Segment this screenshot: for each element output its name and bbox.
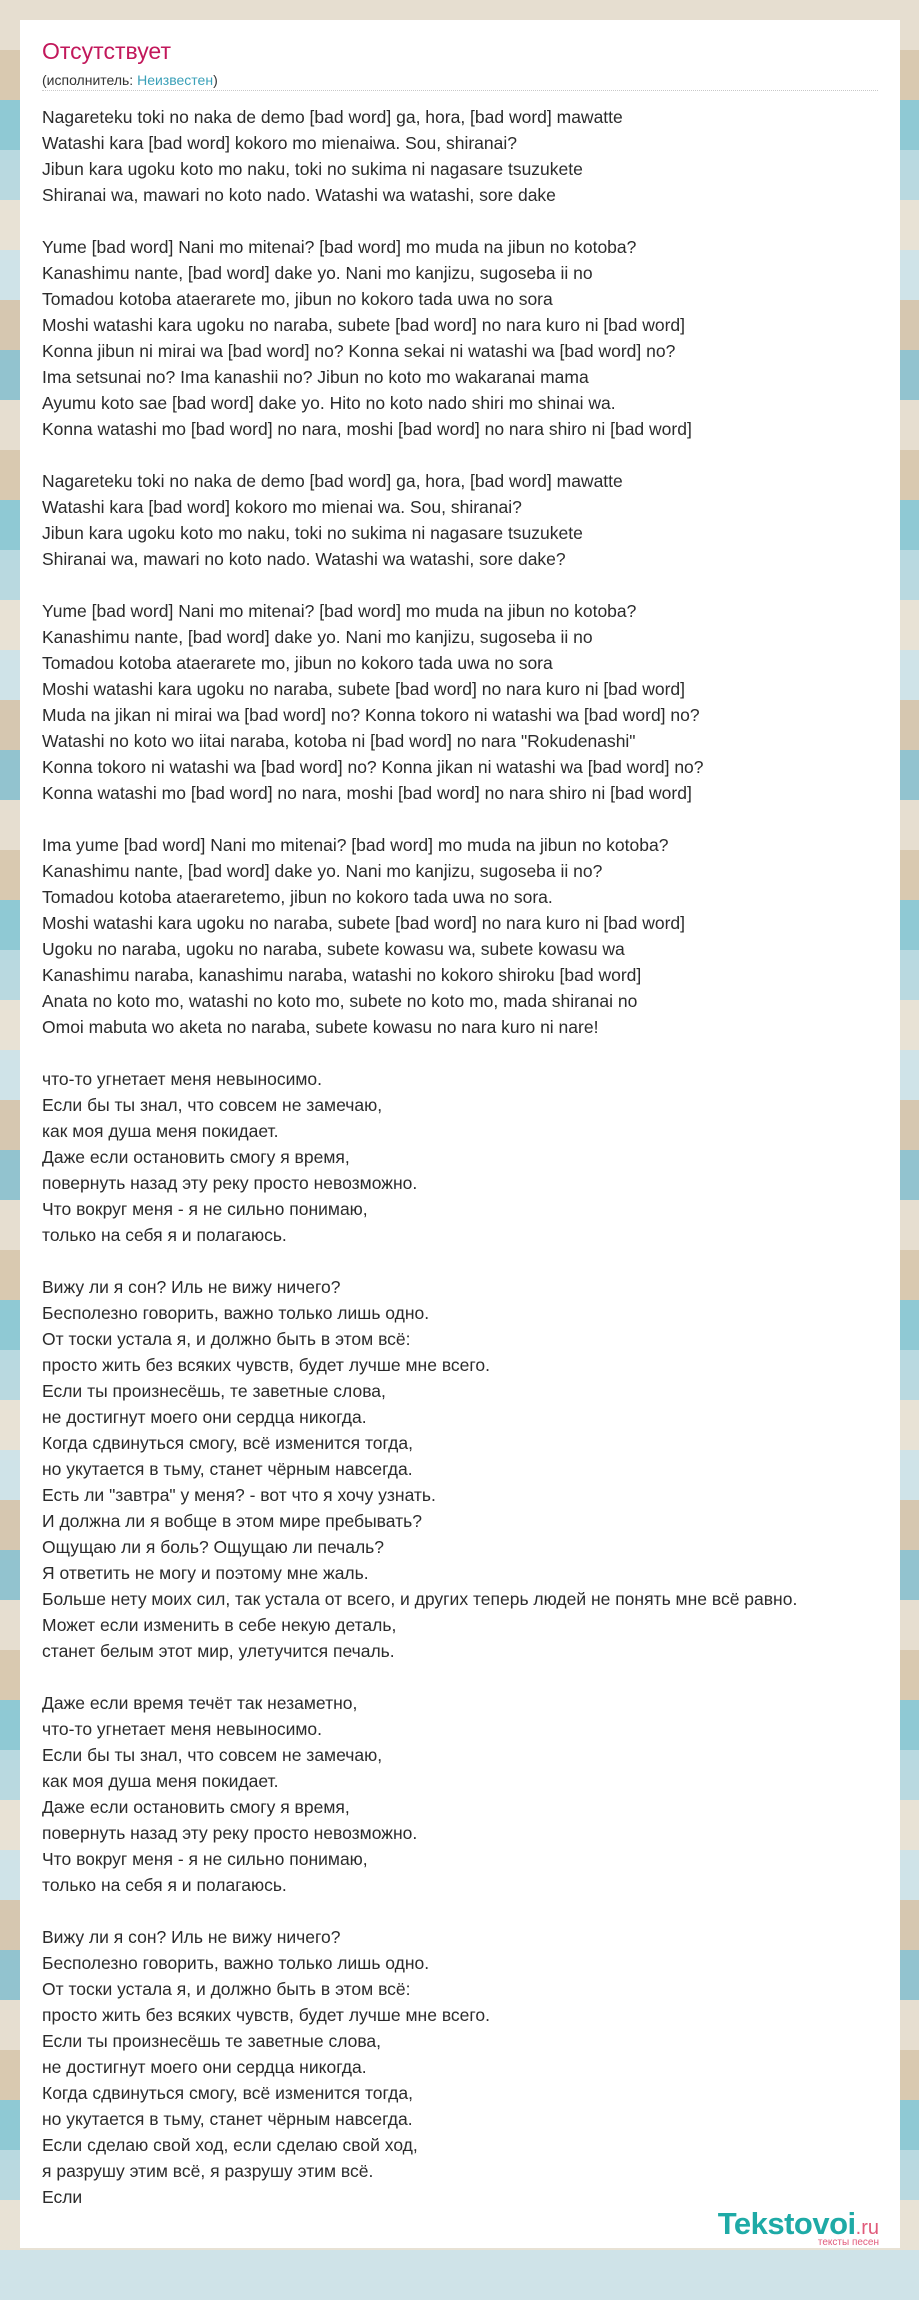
lyrics-line: И должна ли я вобще в этом мире пребывать? [42,1511,422,1531]
logo-tagline: тексты песен [817,2237,879,2248]
lyrics-line: Если сделаю свой ход, если сделаю свой ход, [42,2135,418,2155]
lyrics-line: как моя душа меня покидает. [42,1771,279,1791]
lyrics-line: Даже если время течёт так незаметно, [42,1693,358,1713]
lyrics-line: но укутается в тьму, станет чёрным навсегда. [42,1459,413,1479]
lyrics-line: Я ответить не могу и поэтому мне жаль. [42,1563,369,1583]
lyrics-line: Anata no koto mo, watashi no koto mo, subete no koto mo, mada shiranai no [42,991,638,1011]
lyrics-line: Даже если остановить смогу я время, [42,1797,350,1817]
lyrics-line: Kanashimu nante, [bad word] dake yo. Nani mo kanjizu, sugoseba ii no? [42,861,603,881]
lyrics-line: Tomadou kotoba ataerarete mo, jibun no kokoro tada uwa no sora [42,653,553,673]
lyrics-line: Ощущаю ли я боль? Ощущаю ли печаль? [42,1537,385,1557]
lyrics-text [42,104,919,2236]
lyrics-line: повернуть назад эту реку просто невозможно. [42,1173,418,1193]
lyrics-line: Ima yume [bad word] Nani mo mitenai? [bad word] mo muda na jibun no kotoba? [42,835,669,855]
lyrics-line: не достигнут моего они сердца никогда. [42,1407,367,1427]
song-title: Отсутствует [42,38,171,64]
lyrics-line: Moshi watashi kara ugoku no naraba, subete [bad word] no nara kuro ni [bad word] [42,679,686,699]
logo-wordmark: Tekstovoi [717,2206,856,2241]
lyrics-line: Shiranai wa, mawari no koto nado. Watashi wa watashi, sore dake [42,185,556,205]
lyrics-line: Shiranai wa, mawari no koto nado. Watashi wa watashi, sore dake? [42,549,566,569]
lyrics-stanza [42,468,919,572]
lyrics-line: Yume [bad word] Nani mo mitenai? [bad word] mo muda na jibun no kotoba? [42,601,637,621]
lyrics-line: Если ты произнесёшь, те заветные слова, [42,1381,386,1401]
logo-tld: .ru [855,2217,879,2239]
lyrics-line: От тоски устала я, и должно быть в этом всё: [42,1979,411,1999]
lyrics-line: я разрушу этим всё, я разрушу этим всё. [42,2161,374,2181]
lyrics-line: Konna jibun ni mirai wa [bad word] no? Konna sekai ni watashi wa [bad word] no? [42,341,676,361]
lyrics-card [20,20,900,2248]
lyrics-line: Moshi watashi kara ugoku no naraba, subete [bad word] no nara kuro ni [bad word] [42,913,686,933]
lyrics-line: Если [42,2187,83,2207]
artist-line [42,72,218,88]
lyrics-line: Может если изменить в себе некую деталь, [42,1615,397,1635]
lyrics-line: как моя душа меня покидает. [42,1121,279,1141]
lyrics-line: просто жить без всяких чувств, будет лучше мне всего. [42,1355,490,1375]
artist-prefix: (исполнитель: [42,72,138,88]
site-logo[interactable] [718,2206,879,2248]
lyrics-line: Tomadou kotoba ataeraretemo, jibun no kokoro tada uwa no sora. [42,887,553,907]
lyrics-line: Бесполезно говорить, важно только лишь одно. [42,1953,430,1973]
lyrics-line: Konna watashi mo [bad word] no nara, moshi [bad word] no nara shiro ni [bad word] [42,419,692,439]
divider [42,90,878,91]
lyrics-line: повернуть назад эту реку просто невозможно. [42,1823,418,1843]
lyrics-line: Если ты произнесёшь те заветные слова, [42,2031,382,2051]
lyrics-line: только на себя я и полагаюсь. [42,1225,287,1245]
lyrics-stanza [42,1924,919,2210]
lyrics-line: Когда сдвинуться смогу, всё изменится тогда, [42,2083,413,2103]
lyrics-stanza [42,598,919,806]
lyrics-line: Watashi no koto wo iitai naraba, kotoba ni [bad word] no nara "Rokudenashi" [42,731,636,751]
lyrics-line: Tomadou kotoba ataerarete mo, jibun no kokoro tada uwa no sora [42,289,553,309]
lyrics-line: просто жить без всяких чувств, будет лучше мне всего. [42,2005,490,2025]
artist-suffix: ) [213,72,218,88]
lyrics-line: не достигнут моего они сердца никогда. [42,2057,367,2077]
lyrics-line: Ima setsunai no? Ima kanashii no? Jibun no koto mo wakaranai mama [42,367,589,387]
lyrics-line: Jibun kara ugoku koto mo naku, toki no sukima ni nagasare tsuzukete [42,523,583,543]
lyrics-stanza [42,1066,919,1248]
lyrics-line: Konna tokoro ni watashi wa [bad word] no? Konna jikan ni watashi wa [bad word] no? [42,757,704,777]
lyrics-stanza [42,1274,919,1664]
lyrics-stanza [42,104,919,208]
lyrics-line: От тоски устала я, и должно быть в этом всё: [42,1329,411,1349]
lyrics-line: Kanashimu nante, [bad word] dake yo. Nani mo kanjizu, sugoseba ii no [42,627,593,647]
lyrics-line: Даже если остановить смогу я время, [42,1147,350,1167]
lyrics-line: Бесполезно говорить, важно только лишь одно. [42,1303,430,1323]
lyrics-line: Yume [bad word] Nani mo mitenai? [bad word] mo muda na jibun no kotoba? [42,237,637,257]
artist-link[interactable]: Неизвестен [137,72,214,88]
lyrics-line: что-то угнетает меня невыносимо. [42,1069,323,1089]
lyrics-line: Konna watashi mo [bad word] no nara, moshi [bad word] no nara shiro ni [bad word] [42,783,692,803]
lyrics-stanza [42,832,919,1040]
lyrics-line: Ugoku no naraba, ugoku no naraba, subete kowasu wa, subete kowasu wa [42,939,625,959]
lyrics-line: что-то угнетает меня невыносимо. [42,1719,323,1739]
lyrics-line: Jibun kara ugoku koto mo naku, toki no sukima ni nagasare tsuzukete [42,159,583,179]
lyrics-stanza [42,1690,919,1898]
background-stripe [0,2250,919,2300]
lyrics-line: Вижу ли я сон? Иль не вижу ничего? [42,1927,341,1947]
lyrics-line: но укутается в тьму, станет чёрным навсегда. [42,2109,413,2129]
lyrics-line: Watashi kara [bad word] kokoro mo mienai wa. Sou, shiranai? [42,497,522,517]
lyrics-line: Вижу ли я сон? Иль не вижу ничего? [42,1277,341,1297]
lyrics-line: Есть ли "завтра" у меня? - вот что я хочу узнать. [42,1485,436,1505]
lyrics-line: Что вокруг меня - я не сильно понимаю, [42,1199,368,1219]
lyrics-line: Если бы ты знал, что совсем не замечаю, [42,1745,383,1765]
lyrics-line: Kanashimu nante, [bad word] dake yo. Nani mo kanjizu, sugoseba ii no [42,263,593,283]
lyrics-line: Когда сдвинуться смогу, всё изменится тогда, [42,1433,413,1453]
lyrics-line: Omoi mabuta wo aketa no naraba, subete kowasu no nara kuro ni nare! [42,1017,599,1037]
lyrics-line: Muda na jikan ni mirai wa [bad word] no? Konna tokoro ni watashi wa [bad word] no? [42,705,700,725]
lyrics-line: Если бы ты знал, что совсем не замечаю, [42,1095,383,1115]
lyrics-line: Kanashimu naraba, kanashimu naraba, watashi no kokoro shiroku [bad word] [42,965,642,985]
lyrics-line: Ayumu koto sae [bad word] dake yo. Hito no koto nado shiri mo shinai wa. [42,393,616,413]
lyrics-stanza [42,234,919,442]
lyrics-line: станет белым этот мир, улетучится печаль. [42,1641,395,1661]
lyrics-line: только на себя я и полагаюсь. [42,1875,287,1895]
lyrics-line: Nagareteku toki no naka de demo [bad word] ga, hora, [bad word] mawatte [42,471,623,491]
lyrics-line: Nagareteku toki no naka de demo [bad word] ga, hora, [bad word] mawatte [42,107,623,127]
lyrics-line: Что вокруг меня - я не сильно понимаю, [42,1849,368,1869]
lyrics-line: Moshi watashi kara ugoku no naraba, subete [bad word] no nara kuro ni [bad word] [42,315,686,335]
lyrics-line: Больше нету моих сил, так устала от всего, и других теперь людей не понять мне всё равно. [42,1589,798,1609]
lyrics-line: Watashi kara [bad word] kokoro mo mienaiwa. Sou, shiranai? [42,133,517,153]
